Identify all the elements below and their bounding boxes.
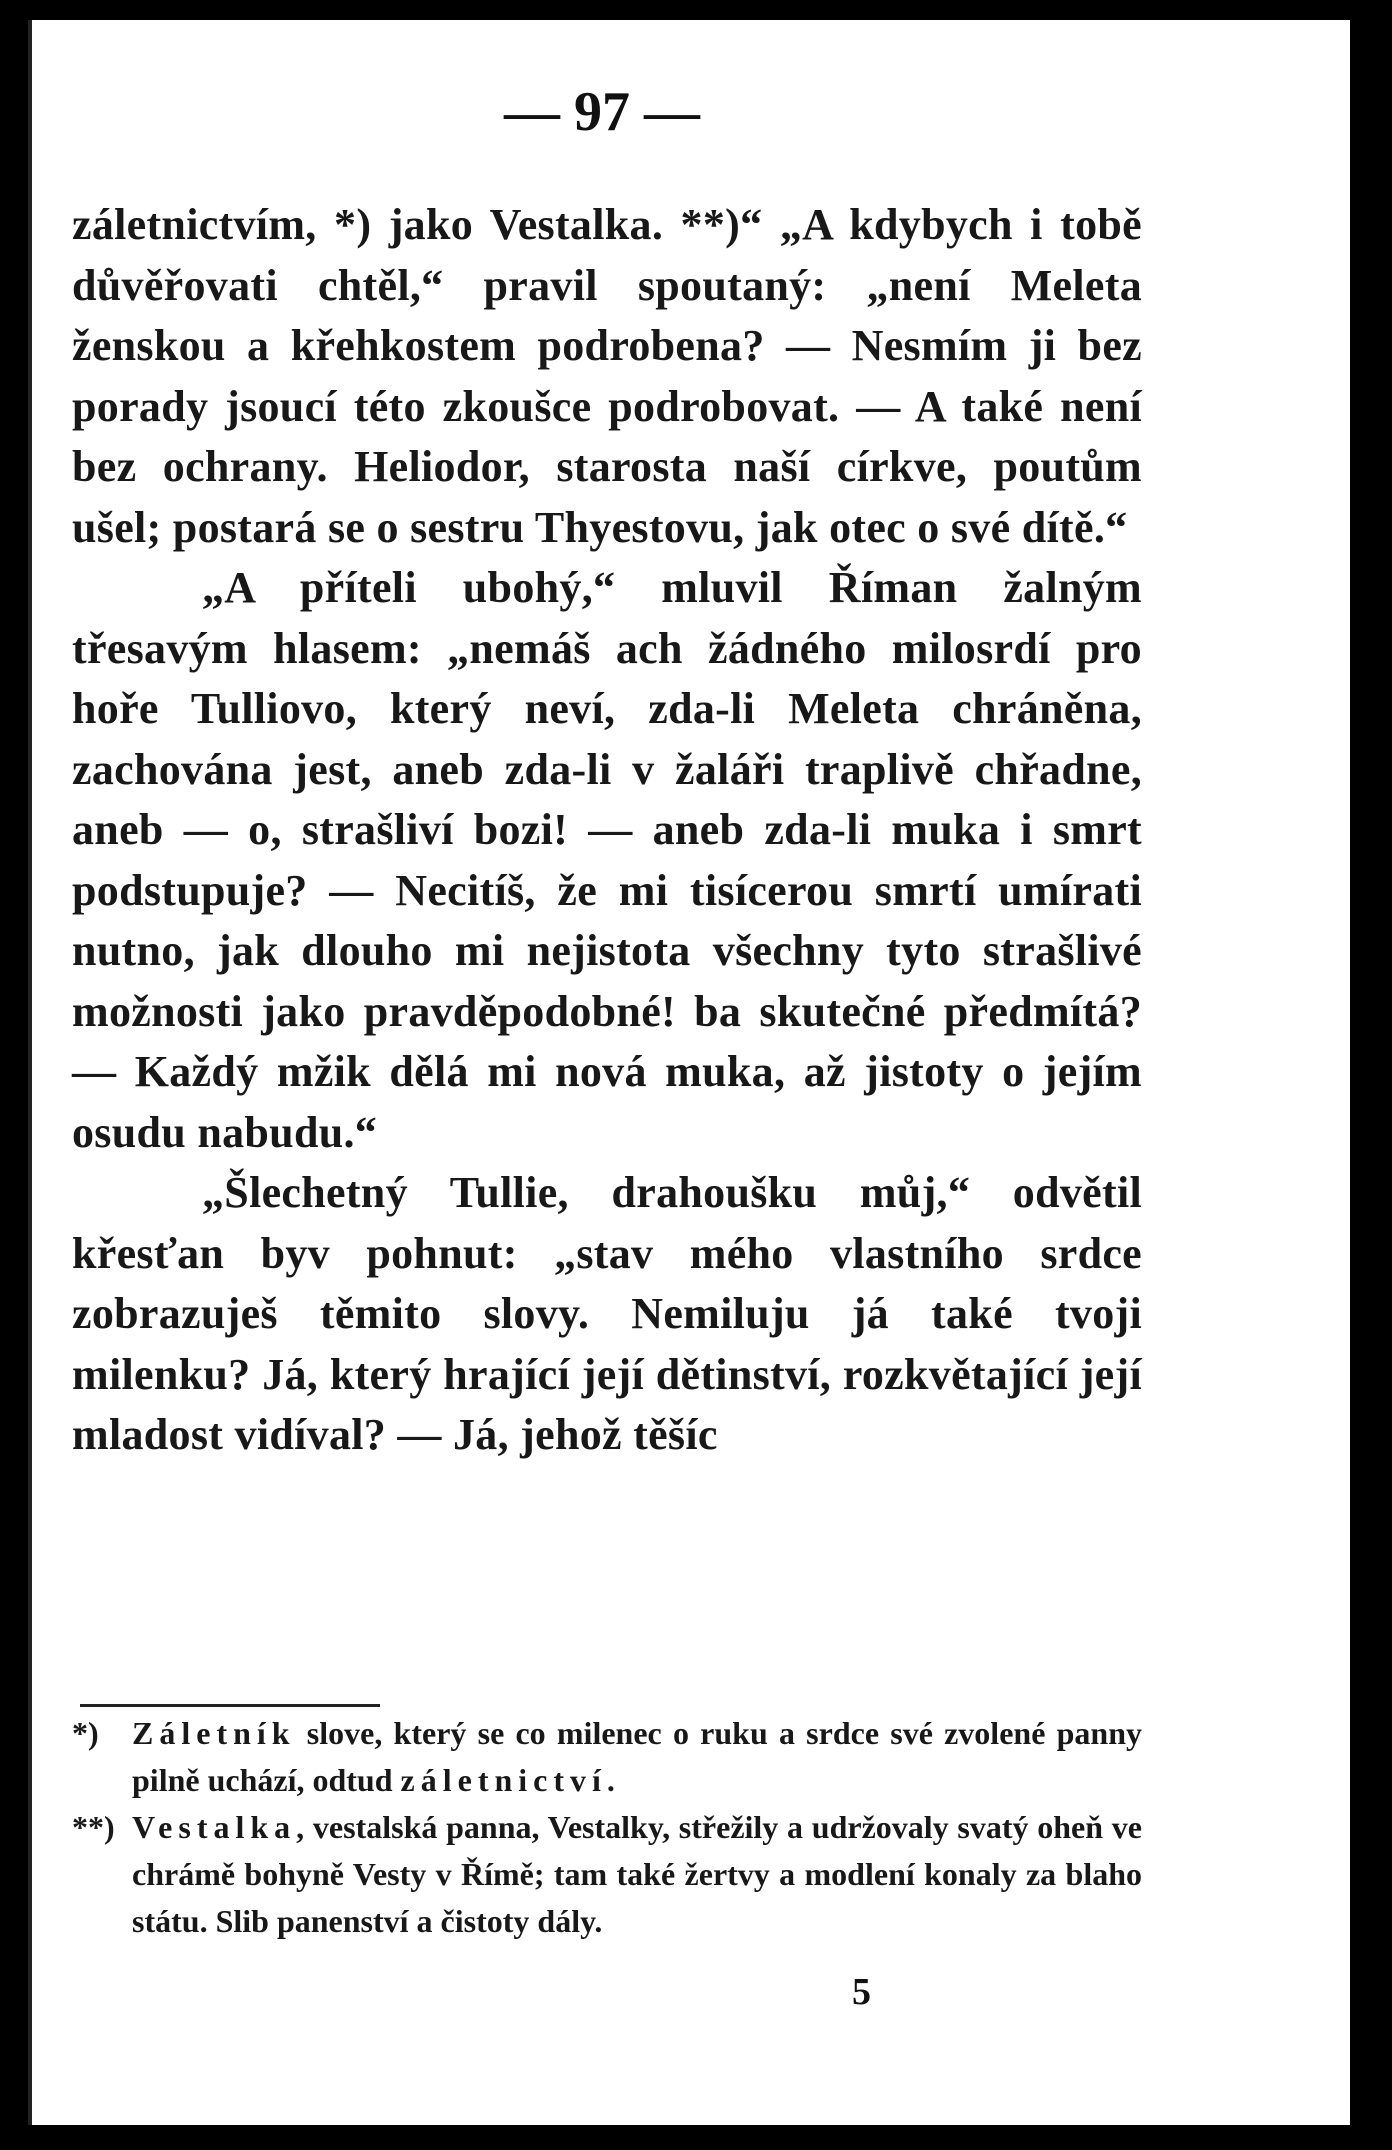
- footnote-1: [72, 1710, 1142, 1804]
- footnote-term: Záletník: [132, 1715, 296, 1751]
- footnote-marker: *): [72, 1715, 99, 1751]
- footnote-text: slove, který se co milenec o ruku a srdce své zvolené panny pilně uchází, odtud: [132, 1715, 1142, 1798]
- footnote-end: .: [606, 1762, 615, 1798]
- body-text: [72, 195, 1142, 1466]
- footnote-divider: [80, 1704, 380, 1707]
- page-number: — 97 —: [504, 81, 700, 143]
- footnotes: [72, 1710, 1142, 1945]
- footnote-term: Vestalka: [132, 1809, 297, 1845]
- paragraph-1: záletnictvím, *) jako Vestalka. **)“ „A kdybych i tobě důvěřovati chtěl,“ pravil spoutaný: „není Meleta ženskou a křehkostem podrobena? — Nesmím ji bez porady jsoucí této zkoušce podrobovat. — A také není bez ochrany. Heliodor, starosta naší církve, poutům ušel; postará se o sestru Thyestovu, jak otec o své dítě.“: [72, 200, 1142, 552]
- footnote-term-2: záletnictví: [400, 1762, 607, 1798]
- paragraph-3: „Šlechetný Tullie, drahoušku můj,“ odvětil křesťan byv pohnut: „stav mého vlastního srdce zobrazuješ těmito slovy. Nemiluju já také tvoji milenku? Já, který hrající její dětinství, rozkvětající její mladost vidíval? — Já, jehož těšíc: [72, 1168, 1142, 1459]
- footnote-marker: **): [72, 1809, 115, 1845]
- paragraph-2: „A příteli ubohý,“ mluvil Říman žalným třesavým hlasem: „nemáš ach žádného milosrdí pro hoře Tulliovo, který neví, zda-li Meleta chráněna, zachována jest, aneb zda-li v žaláři traplivě chřadne, aneb — o, strašliví bozi! — aneb zda-li muka i smrt podstupuje? — Necitíš, že mi tisícerou smrtí umírati nutno, jak dlouho mi nejistota všechny tyto strašlivé možnosti jako pravděpodobné! ba skutečné předmítá? — Každý mžik dělá mi nová muka, až jistoty o jejím osudu nabudu.“: [72, 563, 1142, 1157]
- signature-mark: 5: [852, 1971, 871, 2013]
- footnote-text: , vestalská panna, Vestalky, střežily a udržovaly svatý oheň ve chrámě bohyně Vesty v Římě; tam také žertvy a modlení konaly za blaho státu. Slib panenství a čistoty dály.: [132, 1809, 1142, 1939]
- book-page: [28, 20, 1350, 2125]
- footnote-2: [72, 1804, 1142, 1945]
